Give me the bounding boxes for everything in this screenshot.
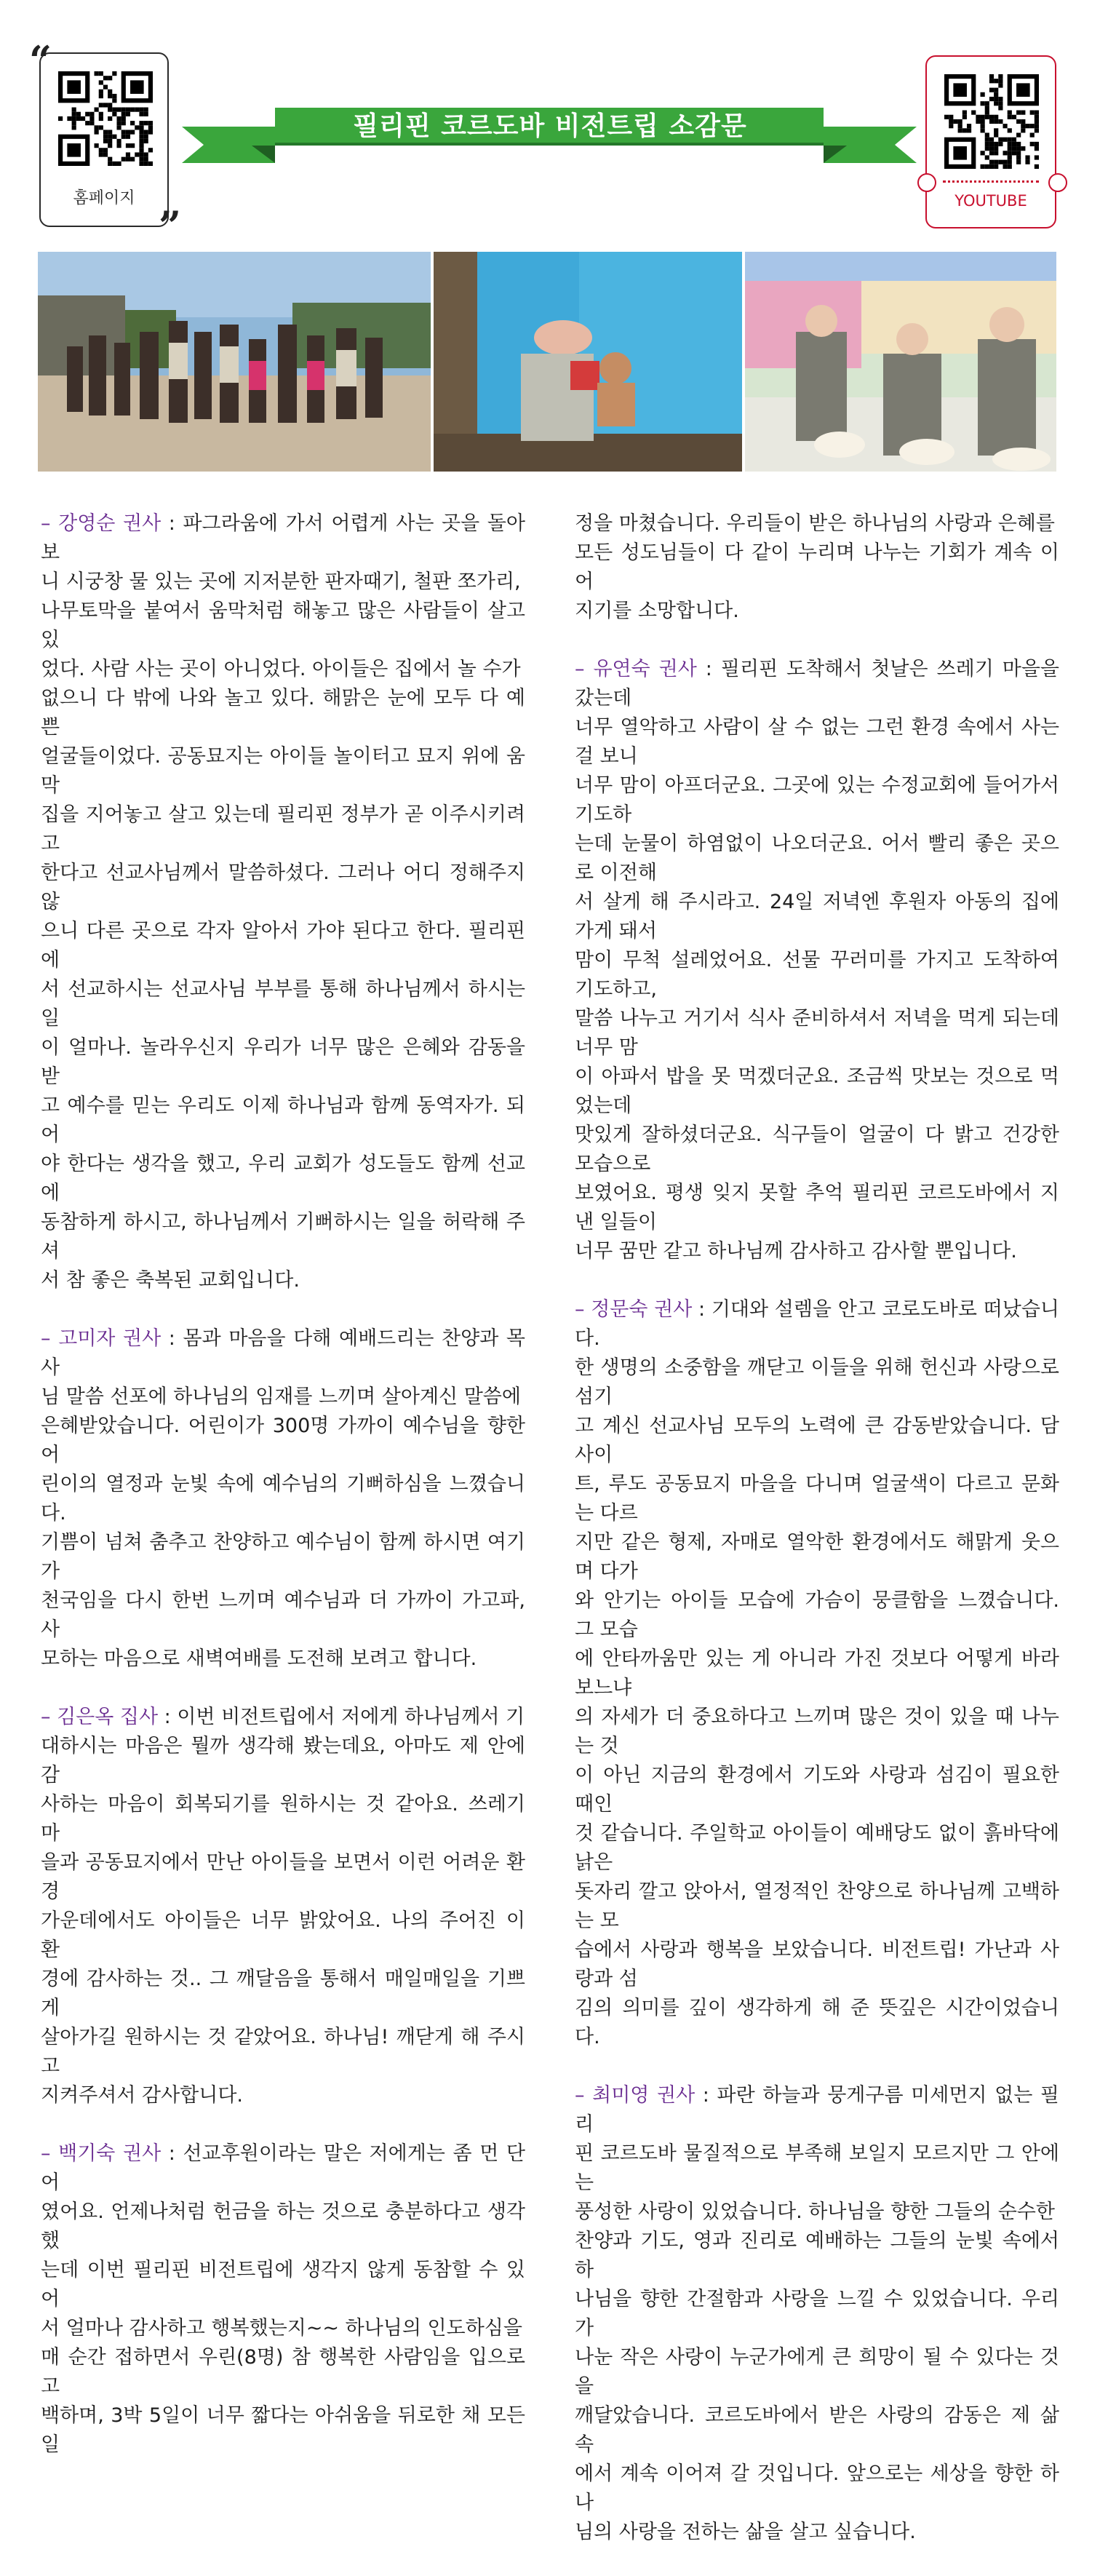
testimonial-entry [575, 1295, 1059, 2052]
author-name: – 김은옥 집사 [41, 1706, 159, 1728]
ticket-notch-left [917, 173, 936, 192]
author-name: – 고미자 권사 [41, 1327, 162, 1350]
separator: : [161, 2142, 183, 2165]
separator: : [692, 1298, 712, 1321]
right-column [575, 509, 1059, 2576]
group-photo-children [38, 252, 431, 472]
author-name: – 백기숙 권사 [41, 2142, 162, 2165]
dotted-divider [943, 180, 1039, 183]
testimonial-text: 이번 비전트립에서 저에게 하나님께서 기 대하시는 마음은 뭘까 생각해 봤는데요, 아마도 제 안에 감 사하는 마음이 회복되기를 원하시는 것 같아요. 쓰레기 마 을과 공동묘지에서 만난 아이들을 보면서 이런 어려운 환경 가운데에서도 아이들은 너무 밝았어요. 나의 주어진 이 환 경에 감사하는 것.. 그 깨달음을 통해서 매일매일을 기쁘게 살아가길 원하시는 것 같았어요. 하나님! 깨닫게 해 주시고 지켜주셔서 감사합니다. [41, 1706, 525, 2107]
homepage-qr-code[interactable] [58, 71, 153, 166]
youtube-qr-card[interactable] [925, 55, 1056, 228]
separator: : [158, 1706, 178, 1728]
youtube-qr-code[interactable] [944, 74, 1039, 169]
testimonial-continuation: 정을 마쳤습니다. 우리들이 받은 하나님의 사랑과 은혜를 모든 성도님들이 다 같이 누리며 나누는 기회가 계속 이어 지기를 소망합니다. [575, 512, 1059, 622]
ticket-notch-right [1048, 173, 1067, 192]
photo-strip [38, 252, 1059, 472]
homepage-qr-card[interactable] [39, 52, 169, 227]
testimonial-entry [575, 2081, 1059, 2547]
volunteers-kneading-photo [745, 252, 1056, 472]
author-name: – 강영순 권사 [41, 512, 162, 535]
testimonial-entry [41, 1703, 525, 2110]
testimonial-entry [41, 509, 525, 1295]
testimonial-text: 선교후원이라는 말은 저에게는 좀 먼 단어 였어요. 언제나처럼 헌금을 하는 것으로 충분하다고 생각했 는데 이번 필리핀 비전트립에 생각지 않게 동참할 수 있어 서 얼마나 감사하고 행복했는지~~ 하나님의 인도하심을 매 순간 접하면서 우린(8명) 참 행복한 사람임을 입으로 고 백하며, 3박 5일이 너무 짧다는 아쉬움을 뒤로한 채 모든 일 [41, 2142, 525, 2456]
testimonial-text: 필리핀 도착해서 첫날은 쓰레기 마을을 갔는데 너무 열악하고 사람이 살 수 없는 그런 환경 속에서 사는 걸 보니 너무 맘이 아프더군요. 그곳에 있는 수정교회에 들어가서 기도하 는데 눈물이 하염없이 나오더군요. 어서 빨리 좋은 곳으로 이전해 서 살게 해 주시라고. 24일 저녁엔 후원자 아동의 집에 가게 돼서 맘이 무척 설레었어요. 선물 꾸러미를 가지고 도착하여 기도하고, 말씀 나누고 거기서 식사 준비하셔서 저녁을 먹게 되는데 너무 맘 이 아파서 밥을 못 먹겠더군요. 조금씩 맛보는 것으로 먹었는데 맛있게 잘하셨더군요. 식구들이 얼굴이 다 밝고 건강한 모습으로 보였어요. 평생 잊지 못할 추억 필리핀 코르도바에서 지낸 일들이 너무 꿈만 같고 하나님께 감사하고 감사할 뿐입니다. [575, 658, 1059, 1263]
separator: : [695, 2084, 717, 2107]
testimonial-entry [41, 1324, 525, 1674]
open-quote-mark: “ [29, 37, 52, 84]
homepage-label: 홈페이지 [73, 189, 135, 207]
author-name: – 유연숙 권사 [575, 658, 697, 680]
author-name: – 최미영 권사 [575, 2084, 696, 2107]
testimonial-entry [575, 655, 1059, 1266]
testimonial-entry [41, 2139, 525, 2460]
close-quote-mark: ” [159, 202, 182, 249]
left-column [41, 509, 525, 2489]
youtube-label: YOUTUBE [954, 192, 1027, 210]
testimonial-text: 몸과 마음을 다해 예배드리는 찬양과 목사 님 말씀 선포에 하나님의 임재를 느끼며 살아계신 말씀에 은혜받았습니다. 어린이가 300명 가까이 예수님을 향한 어 린이의 열정과 눈빛 속에 예수님의 기뻐하심을 느꼈습니다. 기쁨이 넘쳐 춤추고 찬양하고 예수님이 함께 하시면 여기가 천국임을 다시 한번 느끼며 예수님과 더 가까이 가고파, 사 모하는 마음으로 새벽여배를 도전해 보려고 합니다. [41, 1327, 525, 1670]
feeding-child-photo [434, 252, 742, 472]
page-title: 필리핀 코르도바 비전트립 소감문 [353, 111, 747, 141]
testimonial-text: 파란 하늘과 뭉게구름 미세먼지 없는 필리 핀 코르도바 물질적으로 부족해 보일지 모르지만 그 안에는 풍성한 사랑이 있었습니다. 하나님을 향한 그들의 순수한 찬양과 기도, 영과 진리로 예배하는 그들의 눈빛 속에서 하 나님을 향한 간절함과 사랑을 느낄 수 있었습니다. 우리가 나눈 작은 사랑이 누군가에게 큰 희망이 될 수 있다는 것을 깨달았습니다. 코르도바에서 받은 사랑의 감동은 제 삶 속 에서 계속 이어져 갈 것입니다. 앞으로는 세상을 향한 하나 님의 사랑을 전하는 삶을 살고 싶습니다. [575, 2084, 1059, 2543]
testimonial-text: 파그라움에 가서 어렵게 사는 곳을 돌아보 니 시궁창 물 있는 곳에 지저분한 판자때기, 철판 쪼가리, 나무토막을 붙여서 움막처럼 해놓고 많은 사람들이 살고 있 었다. 사람 사는 곳이 아니었다. 아이들은 집에서 놀 수가 없으니 다 밖에 나와 놀고 있다. 해맑은 눈에 모두 다 예쁜 얼굴들이었다. 공동묘지는 아이들 놀이터고 묘지 위에 움막 집을 지어놓고 살고 있는데 필리핀 정부가 곧 이주시키려고 한다고 선교사님께서 말씀하셨다. 그러나 어디 정해주지 않 으니 다른 곳으로 각자 알아서 가야 된다고 한다. 필리핀에 서 선교하시는 선교사님 부부를 통해 하나님께서 하시는 일 이 얼마나. 놀라우신지 우리가 너무 많은 은혜와 감동을 받 고 예수를 믿는 우리도 이제 하나님과 함께 동역자가. 되어 야 한다는 생각을 했고, 우리 교회가 성도들도 함께 선교에 동참하게 하시고, 하나님께서 기뻐하시는 일을 허락해 주셔 서 참 좋은 축복된 교회입니다. [41, 512, 525, 1292]
separator: : [161, 1327, 183, 1350]
testimonial-text: 기대와 설렘을 안고 코로도바로 떠났습니다. 한 생명의 소중함을 깨닫고 이들을 위해 헌신과 사랑으로 섬기 고 계신 선교사님 모두의 노력에 큰 감동받았습니다. 담 사이 트, 루도 공동묘지 마을을 다니며 얼굴색이 다르고 문화는 다르 지만 같은 형제, 자매로 열악한 환경에서도 해맑게 웃으며 다가 와 안기는 아이들 모습에 가슴이 뭉클함을 느꼈습니다. 그 모습 에 안타까움만 있는 게 아니라 가진 것보다 어떻게 바라보느냐 의 자세가 더 중요하다고 느끼며 많은 것이 있을 때 나누는 것 이 아닌 지금의 환경에서 기도와 사랑과 섬김이 필요한 때인 것 같습니다. 주일학교 아이들이 예배당도 없이 흙바닥에 낡은 돗자리 깔고 앉아서, 열정적인 찬양으로 하나님께 고백하는 모 습에서 사랑과 행복을 보았습니다. 비전트립! 가난과 사랑과 섬 김의 의미를 깊이 생각하게 해 준 뜻깊은 시간이었습니다. [575, 1298, 1059, 2048]
separator: : [696, 658, 721, 680]
separator: : [161, 512, 183, 535]
author-name: – 정문숙 권사 [575, 1298, 693, 1321]
